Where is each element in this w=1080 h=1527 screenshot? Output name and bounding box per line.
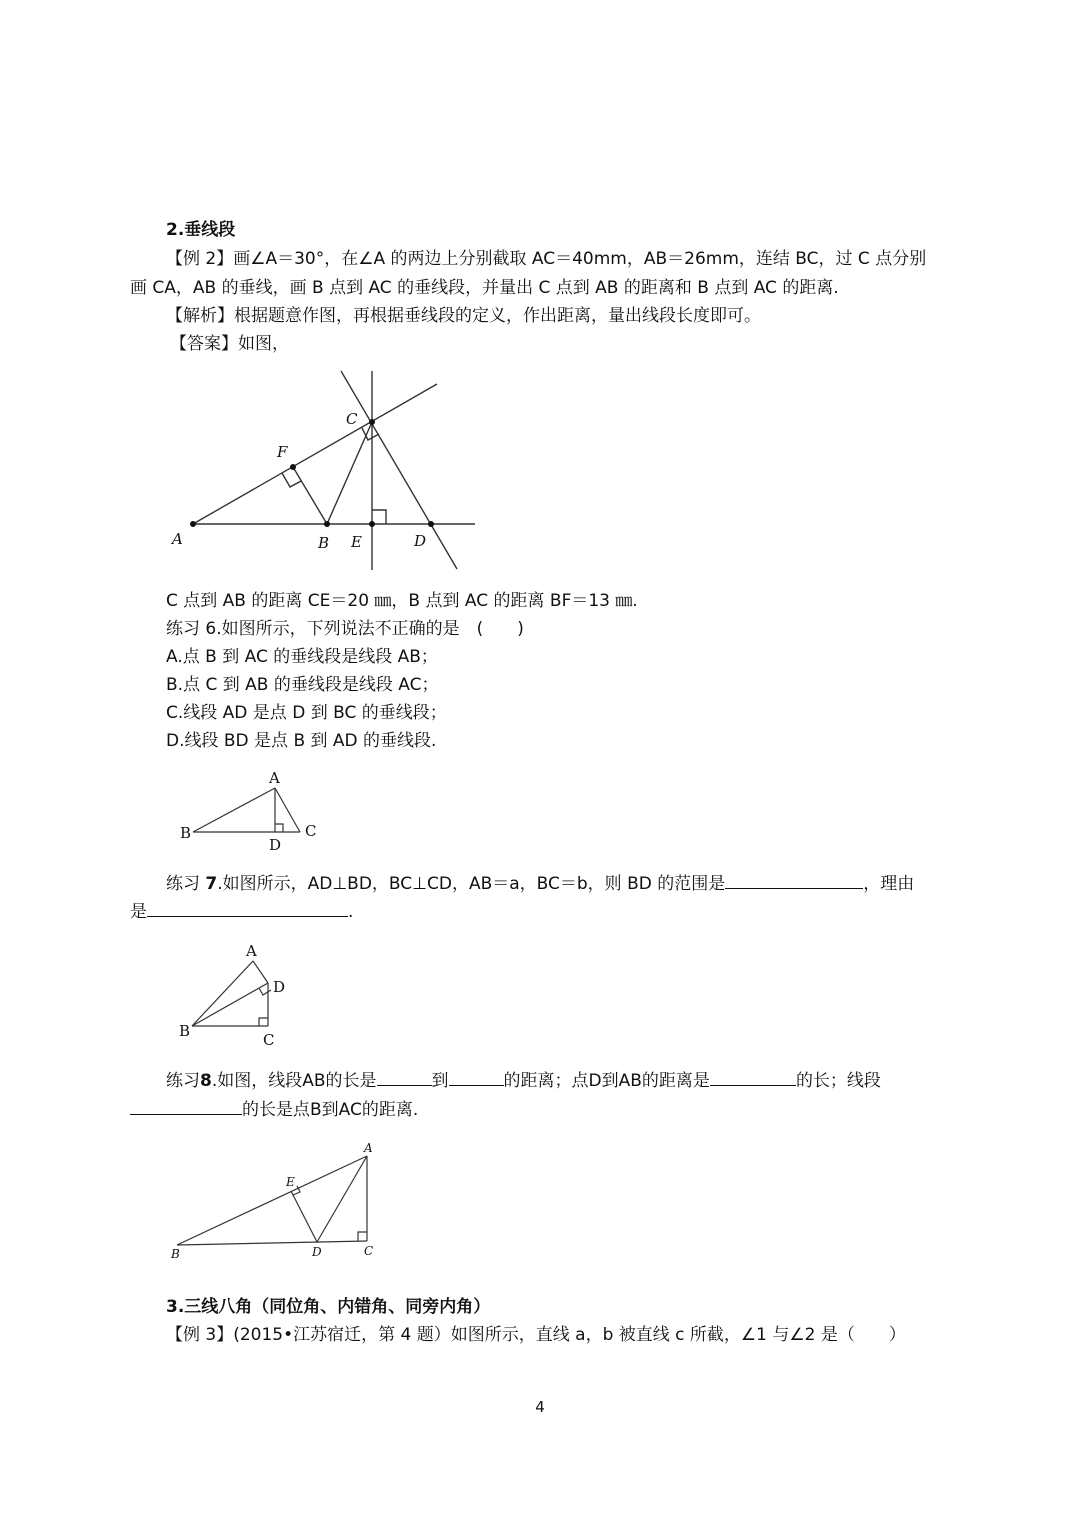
label-B: B: [179, 1022, 191, 1040]
exercise8-text2: 到: [431, 1071, 449, 1091]
segment-BA: [177, 1156, 367, 1245]
example3-text: 【例 3】(2015•江苏宿迁，第 4 题）如图所示，直线 a，b 被直线 c 所截，∠1 与∠2 是（ ）: [166, 1325, 906, 1345]
right-angle-C: [358, 1232, 367, 1241]
exercise7-after: ，理由: [863, 874, 915, 894]
label-E: E: [286, 1175, 295, 1189]
label-C: C: [263, 1031, 275, 1049]
label-C: C: [305, 822, 317, 840]
exercise7-number: 7: [205, 874, 218, 894]
example2-line2: 画 CA，AB 的垂线，画 B 点到 AC 的垂线段，并量出 C 点到 AB 的距离和 B 点到 AC 的距离.: [130, 278, 839, 298]
section-heading-3: 3.三线八角（同位角、内错角、同旁内角）: [166, 1297, 491, 1317]
label-A: A: [364, 1141, 373, 1155]
exercise8-text3: 的距离；点D到AB的距离是: [503, 1071, 710, 1091]
label-D: D: [312, 1245, 322, 1259]
example2-line1: 【例 2】画∠A＝30°，在∠A 的两边上分别截取 AC＝40mm，AB＝26mm，连结 BC，过 C 点分别: [166, 249, 927, 269]
exercise7-text: .如图所示，AD⊥BD，BC⊥CD，AB＝a，BC＝b，则 BD 的范围是: [217, 874, 726, 894]
exercise8-text1: .如图，线段AB的长是: [211, 1071, 377, 1091]
segment-ED: [291, 1191, 317, 1242]
label-C: C: [364, 1244, 374, 1258]
label-D: D: [414, 532, 427, 550]
label-C: C: [346, 410, 358, 428]
exercise8-text5: 的长是点B到AC的距离.: [242, 1100, 419, 1120]
exercise6-option-c: C.线段 AD 是点 D 到 BC 的垂线段；: [166, 703, 447, 723]
page-number: 4: [535, 1398, 545, 1416]
label-A: A: [269, 769, 280, 787]
exercise6-stem: 练习 6.如图所示，下列说法不正确的是 ( ): [166, 619, 524, 639]
label-A: A: [172, 530, 183, 548]
label-D: D: [269, 836, 282, 854]
label-B: B: [180, 824, 192, 842]
label-A: A: [246, 942, 257, 960]
exercise8-number: 8: [200, 1071, 212, 1091]
section-heading-2: 2.垂线段: [166, 220, 236, 240]
label-D: D: [273, 978, 286, 996]
label-E: E: [351, 533, 362, 551]
exercise8-text4: 的长；线段: [795, 1071, 881, 1091]
exercise8-prefix: 练习: [166, 1071, 200, 1091]
exercise7-line2-prefix: 是: [130, 902, 147, 922]
example2-result: C 点到 AB 的距离 CE＝20 ㎜，B 点到 AC 的距离 BF＝13 ㎜.: [166, 591, 638, 611]
exercise7-line2-end: .: [348, 902, 354, 922]
label-F: F: [277, 443, 288, 461]
exercise6-option-b: B.点 C 到 AB 的垂线段是线段 AC；: [166, 675, 439, 695]
example2-answer: 【答案】如图，: [170, 334, 289, 354]
label-B: B: [171, 1247, 180, 1261]
exercise6-option-d: D.线段 BD 是点 B 到 AD 的垂线段.: [166, 731, 437, 751]
label-B: B: [318, 534, 330, 552]
segment-AD: [317, 1156, 367, 1242]
exercise6-option-a: A.点 B 到 AC 的垂线段是线段 AB；: [166, 647, 438, 667]
segment-BC: [177, 1241, 367, 1245]
exercise7-prefix: 练习: [166, 874, 206, 894]
example2-analysis: 【解析】根据题意作图，再根据垂线段的定义，作出距离，量出线段长度即可。: [166, 306, 761, 326]
